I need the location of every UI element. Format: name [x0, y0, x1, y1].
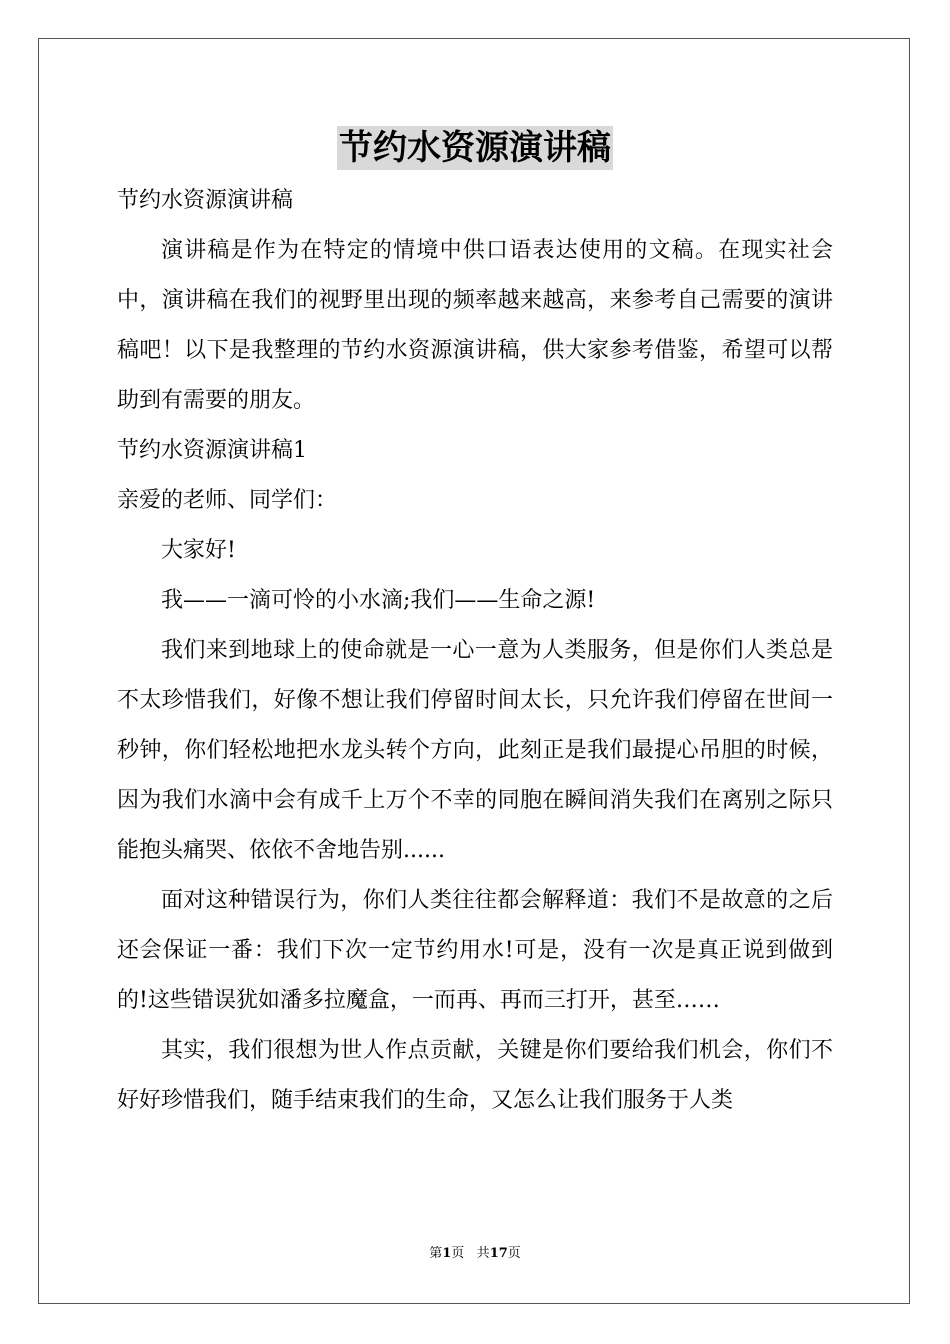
- paragraph: 其实，我们很想为世人作点贡献，关键是你们要给我们机会，你们不好好珍惜我们，随手结束我们的生命，又怎么让我们服务于人类: [117, 1038, 833, 1113]
- document-title: 节约水资源演讲稿: [339, 128, 611, 168]
- paragraph: 面对这种错误行为，你们人类往往都会解释道：我们不是故意的之后还会保证一番：我们下次一定节约用水!可是，没有一次是真正说到做到的!这些错误犹如潘多拉魔盒，一而再、再而三打开，甚至……: [117, 888, 833, 1013]
- paragraph: 演讲稿是作为在特定的情境中供口语表达使用的文稿。在现实社会中，演讲稿在我们的视野里出现的频率越来越高，来参考自己需要的演讲稿吧！以下是我整理的节约水资源演讲稿，供大家参考借鉴，希望可以帮助到有需要的朋友。: [117, 238, 833, 413]
- footer-prefix: 第: [429, 1246, 443, 1261]
- document-body: [117, 176, 833, 1126]
- paragraph: 我——一滴可怜的小水滴;我们——生命之源!: [161, 588, 596, 613]
- title-wrap: [0, 126, 950, 170]
- footer-page-number: 1: [442, 1246, 452, 1261]
- paragraph: 我们来到地球上的使命就是一心一意为人类服务，但是你们人类总是不太珍惜我们，好像不想让我们停留时间太长，只允许我们停留在世间一秒钟，你们轻松地把水龙头转个方向，此刻正是我们最提心吊胆的时候，因为我们水滴中会有成千上万个不幸的同胞在瞬间消失我们在离别之际只能抱头痛哭、依依不舍地告别......: [117, 638, 833, 863]
- footer-total-prefix: 共: [476, 1246, 490, 1261]
- page-footer: [0, 1244, 950, 1264]
- paragraph: 节约水资源演讲稿: [117, 188, 294, 213]
- footer-page-suffix: 页: [451, 1246, 465, 1261]
- footer-total-pages: 17: [489, 1246, 508, 1261]
- footer-total-suffix: 页: [507, 1246, 521, 1261]
- section-heading: 节约水资源演讲稿1: [117, 438, 307, 463]
- salutation: 亲爱的老师、同学们：: [117, 488, 338, 513]
- paragraph: 大家好!: [161, 538, 236, 563]
